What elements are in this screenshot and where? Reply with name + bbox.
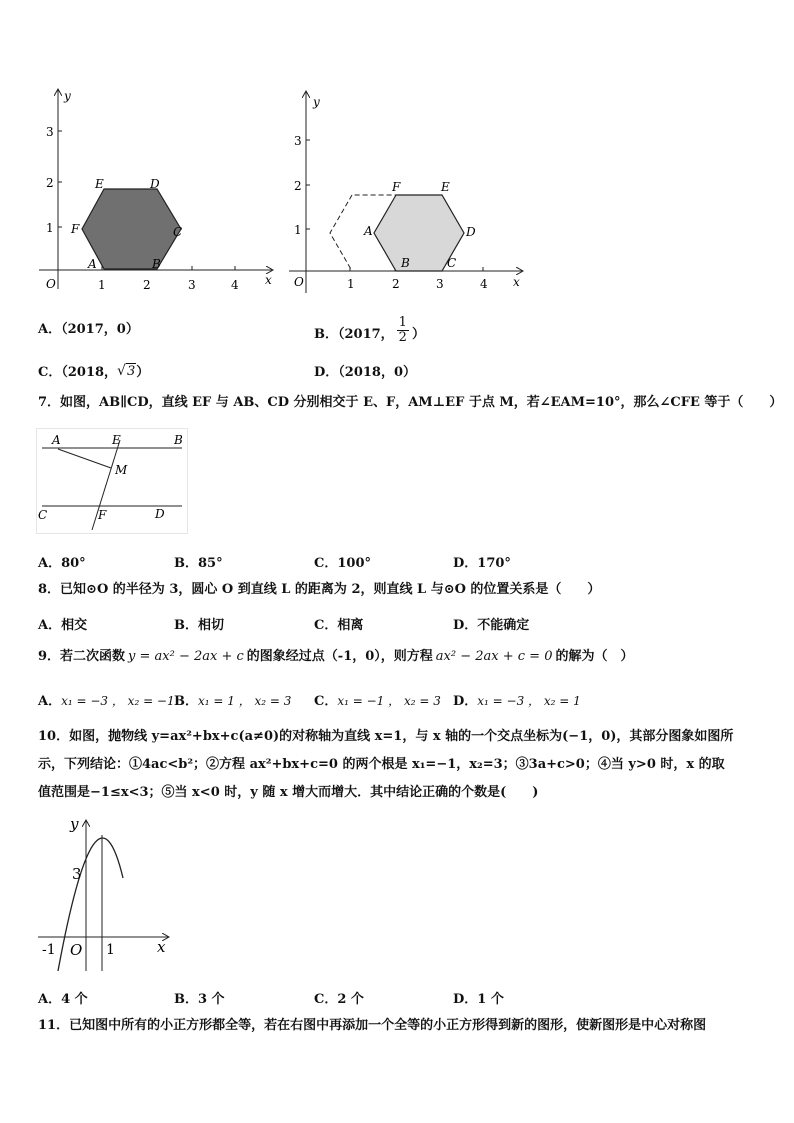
sqrt-expression xyxy=(117,363,136,379)
q9-stem xyxy=(38,643,633,671)
q6-option-c[interactable] xyxy=(38,361,149,380)
q9-equation: ax² − 2ax + c = 0 xyxy=(435,649,553,664)
tick-y-2: 2 xyxy=(46,176,54,190)
fraction-denominator: 2 xyxy=(398,330,407,345)
hexagon-figure-left xyxy=(34,84,284,294)
vertex-f: F xyxy=(71,222,80,236)
q9-option-b-label: B． xyxy=(174,694,198,709)
vertex-b: B xyxy=(152,257,161,271)
sqrt-radicand: 3 xyxy=(126,363,136,379)
q9-option-d[interactable] xyxy=(453,690,581,709)
q9-option-b[interactable] xyxy=(174,690,291,709)
q9-mid: 的图象经过点（-1，0），则方程 xyxy=(246,649,433,664)
q10-line-1: 10．如图，抛物线 y=ax²+bx+c(a≠0)的对称轴为直线 x=1，与 x 轴的一个交点坐标为(−1，0)，其部分图象如图所 xyxy=(38,729,734,744)
vertex-e-2: E xyxy=(441,180,450,194)
hexagon-shape xyxy=(82,189,181,269)
origin-label: O xyxy=(46,277,56,291)
vertex-c: C xyxy=(173,225,183,239)
tick-x-1-2: 1 xyxy=(347,277,355,291)
q9-suffix: 的解为（ ） xyxy=(555,649,634,664)
q9-option-d-label: D． xyxy=(453,694,478,709)
point-m: M xyxy=(115,463,128,477)
vertex-e: E xyxy=(95,177,104,191)
q7-option-c[interactable]: C．100° xyxy=(314,556,371,571)
q9-option-a-label: A． xyxy=(38,694,62,709)
hexagon-figure-right xyxy=(284,88,534,298)
origin-label-3: O xyxy=(70,941,83,959)
q6-option-d[interactable]: D．（2018，0） xyxy=(314,365,417,380)
tick-y-3-2: 3 xyxy=(294,134,302,148)
q10-option-a[interactable]: A．4 个 xyxy=(38,992,88,1007)
tick-x-3: 3 xyxy=(188,278,196,292)
x-axis-label-2: x xyxy=(513,275,520,289)
vertex-a: A xyxy=(88,257,97,271)
tick-y-1-2: 1 xyxy=(294,223,302,237)
q7-stem: 7．如图，AB∥CD，直线 EF 与 AB、CD 分别相交于 E、F，AM⊥EF 于点 M，若∠EAM=10°，那么∠CFE 等于（ ） xyxy=(38,395,783,410)
tick-x-2: 2 xyxy=(143,278,151,292)
q9-option-d-roots: x₁ = −3 ， x₂ = 1 xyxy=(477,694,581,708)
q9-option-c[interactable] xyxy=(314,690,441,709)
q8-option-a[interactable]: A．相交 xyxy=(38,618,88,633)
fraction-one-half xyxy=(397,316,409,345)
tick-x-2-2: 2 xyxy=(392,277,400,291)
vertex-f-2: F xyxy=(392,180,401,194)
q6-option-b-prefix: B．（2017， xyxy=(314,327,394,342)
root-neg1-label: -1 xyxy=(42,942,56,958)
tick-y-3: 3 xyxy=(46,125,54,139)
point-c: C xyxy=(38,508,48,522)
q10-line-2: 示，下列结论：①4ac<b²；②方程 ax²+bx+c=0 的两个根是 x₁=−1，x₂=3；③3a+c>0；④当 y>0 时，x 的取 xyxy=(38,757,725,772)
q7-option-d[interactable]: D．170° xyxy=(453,556,511,571)
q10-option-c[interactable]: C．2 个 xyxy=(314,992,364,1007)
parabola-figure xyxy=(36,815,176,977)
q9-option-c-label: C． xyxy=(314,694,338,709)
q8-option-b[interactable]: B．相切 xyxy=(174,618,224,633)
tick-x-1: 1 xyxy=(98,278,106,292)
vertex-c-2: C xyxy=(447,256,457,270)
q8-option-d[interactable]: D．不能确定 xyxy=(453,618,530,633)
fraction-numerator: 1 xyxy=(398,315,407,330)
q6-option-b-suffix: ） xyxy=(411,327,425,342)
y-axis-label-3: y xyxy=(70,815,79,833)
q6-option-c-suffix: ） xyxy=(136,365,150,380)
y-intercept-label: 3 xyxy=(72,865,82,883)
q9-option-a[interactable] xyxy=(38,690,175,709)
q8-stem: 8．已知⊙O 的半径为 3，圆心 O 到直线 L 的距离为 2，则直线 L 与⊙O 的位置关系是（ ） xyxy=(38,582,601,597)
q10-stem xyxy=(38,723,733,807)
vertex-d: D xyxy=(150,177,160,191)
q9-function: y = ax² − 2ax + c xyxy=(128,649,244,664)
q8-option-c[interactable]: C．相离 xyxy=(314,618,364,633)
point-b: B xyxy=(174,433,183,447)
tick-x-3-2: 3 xyxy=(436,277,444,291)
q6-option-c-prefix: C．（2018， xyxy=(38,365,118,380)
q7-option-b[interactable]: B．85° xyxy=(174,556,223,571)
q10-option-d[interactable]: D．1 个 xyxy=(453,992,504,1007)
q6-option-a[interactable]: A．（2017，0） xyxy=(38,322,139,337)
tick-y-2-2: 2 xyxy=(294,179,302,193)
y-axis-label-2: y xyxy=(313,95,320,109)
q10-option-b[interactable]: B．3 个 xyxy=(174,992,225,1007)
point-e: E xyxy=(112,433,121,447)
q9-option-b-roots: x₁ = 1 ， x₂ = 3 xyxy=(198,694,292,708)
q9-prefix: 9．若二次函数 xyxy=(38,649,126,664)
x-axis-label-3: x xyxy=(157,938,166,956)
q9-option-c-roots: x₁ = −1 ， x₂ = 3 xyxy=(337,694,441,708)
q6-option-b[interactable] xyxy=(314,315,425,347)
tick-y-1: 1 xyxy=(46,221,54,235)
point-a: A xyxy=(52,433,61,447)
q10-line-3: 值范围是−1≤x<3；⑤当 x<0 时，y 随 x 增大而增大．其中结论正确的个数是( ) xyxy=(38,785,539,800)
tick-x-4: 4 xyxy=(231,278,239,292)
q7-option-a[interactable]: A．80° xyxy=(38,556,86,571)
x-axis-label: x xyxy=(265,273,272,287)
point-f: F xyxy=(98,508,107,522)
q11-stem: 11．已知图中所有的小正方形都全等，若在右图中再添加一个全等的小正方形得到新的图形，使新图形是中心对称图 xyxy=(38,1018,707,1033)
vertex-b-2: B xyxy=(401,256,410,270)
axis-of-symmetry-label: 1 xyxy=(106,942,115,958)
point-d: D xyxy=(155,507,165,521)
parallel-lines-figure xyxy=(36,428,188,534)
q9-option-a-roots: x₁ = −3 ， x₂ = −1 xyxy=(61,694,175,708)
origin-label-2: O xyxy=(294,275,304,289)
sqrt-icon: √ xyxy=(117,362,126,379)
vertex-d-2: D xyxy=(466,225,476,239)
tick-x-4-2: 4 xyxy=(480,277,488,291)
y-axis-label: y xyxy=(64,89,71,103)
vertex-a-2: A xyxy=(364,224,373,238)
